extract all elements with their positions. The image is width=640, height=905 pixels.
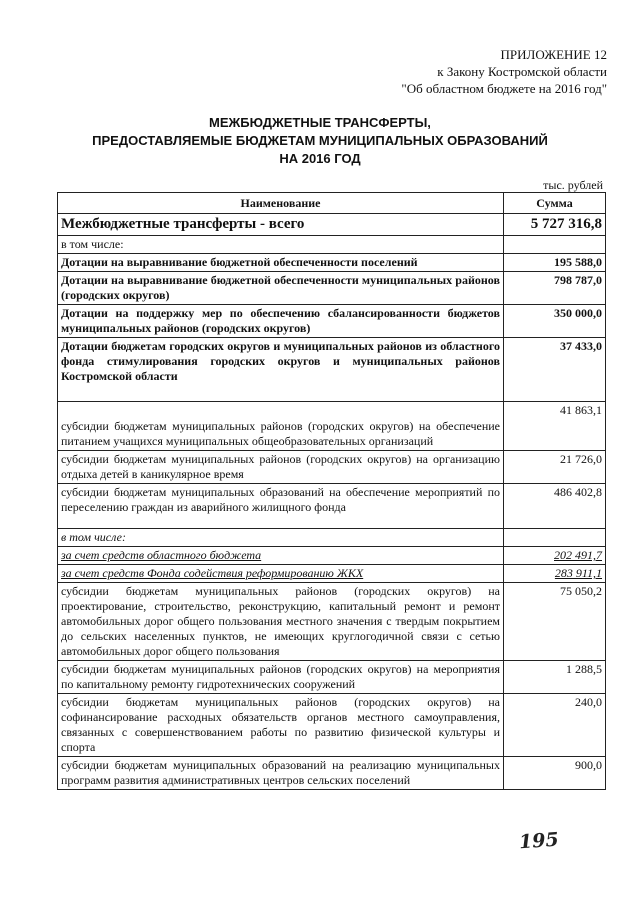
row-name: Дотации на выравнивание бюджетной обеспеченности поселений (58, 254, 504, 272)
table-row (58, 484, 606, 529)
row-name: за счет средств областного бюджета (58, 547, 504, 565)
appendix-line1: ПРИЛОЖЕНИЕ 12 (500, 47, 607, 62)
table-row (58, 451, 606, 484)
table-row (58, 272, 606, 305)
row-name: субсидии бюджетам муниципальных районов (городских округов) на софинансирование расходных обязательств органов местного самоуправления, связанных с совершенствованием работы по развитию физической культуры и спорта (58, 694, 504, 757)
title-line2: ПРЕДОСТАВЛЯЕМЫЕ БЮДЖЕТАМ МУНИЦИПАЛЬНЫХ ОБРАЗОВАНИЙ (92, 133, 548, 148)
table-row (58, 402, 606, 451)
row-sum: 900,0 (504, 757, 606, 790)
row-sum: 41 863,1 (504, 402, 606, 451)
row-name: Дотации на выравнивание бюджетной обеспеченности муниципальных районов (городских округов) (58, 272, 504, 305)
row-sum: 798 787,0 (504, 272, 606, 305)
appendix-header (401, 46, 607, 97)
row-name: Дотации на поддержку мер по обеспечению сбалансированности бюджетов муниципальных районов (городских округов) (58, 305, 504, 338)
row-name: субсидии бюджетам муниципальных районов (городских округов) на обеспечение питанием учащихся муниципальных общеобразовательных организаций (58, 402, 504, 451)
table-header-row (58, 193, 606, 214)
table-row (58, 694, 606, 757)
row-sum: 1 288,5 (504, 661, 606, 694)
row-sum: 195 588,0 (504, 254, 606, 272)
row-name: Межбюджетные трансферты - всего (58, 214, 504, 236)
row-name: субсидии бюджетам муниципальных районов (городских округов) на проектирование, строительство, реконструкцию, капитальный ремонт и ремонт автомобильных дорог общего пользования местного значения с твердым покрытием до сельских населенных пунктов, не имеющих круглогодичной связи с сетью автомобильных дорог общего пользования (58, 583, 504, 661)
row-name: субсидии бюджетам муниципальных образований на реализацию муниципальных программ развития административных центров сельских поселений (58, 757, 504, 790)
title-line3: НА 2016 ГОД (279, 151, 361, 166)
column-header-name: Наименование (58, 193, 504, 214)
table-row (58, 254, 606, 272)
row-sum: 350 000,0 (504, 305, 606, 338)
table-row (58, 236, 606, 254)
row-name: за счет средств Фонда содействия реформированию ЖКХ (58, 565, 504, 583)
appendix-line3: "Об областном бюджете на 2016 год" (401, 81, 607, 96)
row-name: Дотации бюджетам городских округов и муниципальных районов из областного фонда стимулирования городских округов и муниципальных районов Костромской области (58, 338, 504, 402)
row-name: субсидии бюджетам муниципальных районов (городских округов) на организацию отдыха детей в каникулярное время (58, 451, 504, 484)
table-row (58, 565, 606, 583)
row-sum: 202 491,7 (504, 547, 606, 565)
transfers-table (57, 192, 606, 790)
table-row (58, 338, 606, 402)
row-name: в том числе: (58, 236, 504, 254)
row-sum: 5 727 316,8 (504, 214, 606, 236)
table-row (58, 583, 606, 661)
table-row (58, 757, 606, 790)
appendix-line2: к Закону Костромской области (437, 64, 607, 79)
table-row (58, 661, 606, 694)
column-header-sum: Сумма (504, 193, 606, 214)
row-sum (504, 529, 606, 547)
row-sum: 37 433,0 (504, 338, 606, 402)
document-title (0, 114, 640, 168)
row-sum: 283 911,1 (504, 565, 606, 583)
row-sum (504, 236, 606, 254)
row-name: в том числе: (58, 529, 504, 547)
table-row (58, 547, 606, 565)
handwritten-page-number: 195 (518, 828, 560, 854)
table-row (58, 529, 606, 547)
row-sum: 21 726,0 (504, 451, 606, 484)
title-line1: МЕЖБЮДЖЕТНЫЕ ТРАНСФЕРТЫ, (209, 115, 431, 130)
units-label: тыс. рублей (543, 178, 603, 192)
table-row (58, 305, 606, 338)
row-name: субсидии бюджетам муниципальных районов (городских округов) на мероприятия по капитальному ремонту гидротехнических сооружений (58, 661, 504, 694)
row-sum: 240,0 (504, 694, 606, 757)
row-name: субсидии бюджетам муниципальных образований на обеспечение мероприятий по переселению граждан из аварийного жилищного фонда (58, 484, 504, 529)
row-sum: 75 050,2 (504, 583, 606, 661)
table-row (58, 214, 606, 236)
row-sum: 486 402,8 (504, 484, 606, 529)
